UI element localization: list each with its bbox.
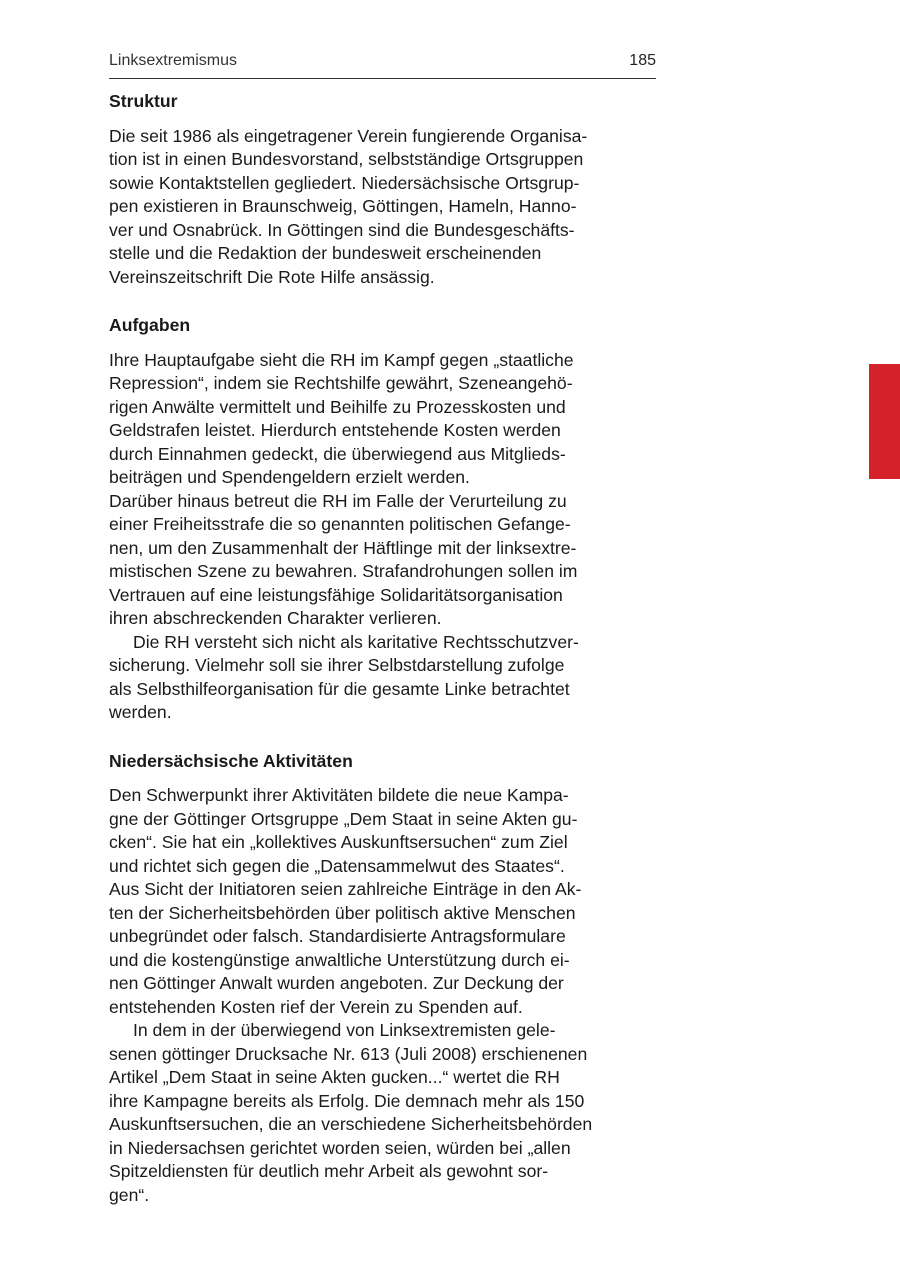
text-line: Darüber hinaus betreut die RH im Falle der Verurteilung zu [109,490,567,511]
text-line: Aus Sicht der Initiatoren seien zahlreiche Einträge in den Ak- [109,879,582,899]
text-line: Artikel „Dem Staat in seine Akten gucken...“ wertet die RH [109,1067,560,1087]
text-line: tion ist in einen Bundesvorstand, selbstständige Ortsgruppen [109,149,584,169]
text-line: und richtet sich gegen die „Datensammelwut des Staates“. [109,855,565,876]
text-line: Die seit 1986 als eingetragener Verein fungierende Organisa- [109,125,588,146]
text-line: sowie Kontaktstellen gegliedert. Niedersächsische Ortsgrup- [109,172,580,193]
text-line: Auskunftsersuchen, die an verschiedene Sicherheitsbehörden [109,1114,593,1134]
paragraph-aufgaben [109,349,659,725]
text-line: In dem in der überwiegend von Linksextremisten gele- [133,1020,556,1040]
text-line: unbegründet oder falsch. Standardisierte Antragsformulare [109,926,566,946]
text-line: ver und Osnabrück. In Göttingen sind die Bundesgeschäfts- [109,219,575,240]
section-heading-struktur: Struktur [109,91,178,111]
text-line: senen göttinger Drucksache Nr. 613 (Juli 2008) erschienenen [109,1043,588,1064]
text-line: in Niedersachsen gerichtet worden seien, würden bei „allen [109,1137,571,1158]
text-line: Geldstrafen leistet. Hierdurch entstehende Kosten werden [109,420,561,440]
text-line: werden. [109,702,172,722]
text-line: entstehenden Kosten rief der Verein zu Spenden auf. [109,996,523,1017]
text-line: pen existieren in Braunschweig, Göttingen, Hameln, Hanno- [109,196,577,216]
text-line: Vereinszeitschrift Die Rote Hilfe ansässig. [109,266,435,287]
text-line: einer Freiheitsstrafe die so genannten politischen Gefange- [109,514,571,534]
section-heading-aktivitaeten: Niedersächsische Aktivitäten [109,750,353,771]
chapter-thumb-tab [869,364,900,479]
running-header [109,52,656,79]
text-line: Repression“, indem sie Rechtshilfe gewährt, Szeneangehö- [109,373,573,393]
text-line: ihre Kampagne bereits als Erfolg. Die demnach mehr als 150 [109,1090,585,1111]
text-line: ten der Sicherheitsbehörden über politisch aktive Menschen [109,902,576,923]
text-line: Vertrauen auf eine leistungsfähige Solidaritätsorganisation [109,584,563,605]
text-line: rigen Anwälte vermittelt und Beihilfe zu Prozesskosten und [109,396,566,417]
text-line: gen“. [109,1184,150,1205]
text-line: und die kostengünstige anwaltliche Unterstützung durch ei- [109,949,570,970]
text-line: nen Göttinger Anwalt wurden angeboten. Zur Deckung der [109,973,564,993]
text-line: ihren abschreckenden Charakter verlieren. [109,608,442,628]
text-line: Ihre Hauptaufgabe sieht die RH im Kampf gegen „staatliche [109,349,574,370]
section-heading-aufgaben: Aufgaben [109,315,191,335]
text-line: mistischen Szene zu bewahren. Strafandrohungen sollen im [109,561,578,581]
running-title: Linksextremismus [109,52,238,69]
text-line: gne der Göttinger Ortsgruppe „Dem Staat in seine Akten gu- [109,808,578,829]
page-number: 185 [629,52,656,69]
text-line: sicherung. Vielmehr soll sie ihrer Selbstdarstellung zufolge [109,655,565,675]
text-line: als Selbsthilfeorganisation für die gesamte Linke betrachtet [109,678,570,699]
text-line: durch Einnahmen gedeckt, die überwiegend aus Mitglieds- [109,443,566,464]
text-line: stelle und die Redaktion der bundesweit erscheinenden [109,243,542,263]
text-line: cken“. Sie hat ein „kollektives Auskunftsersuchen“ zum Ziel [109,832,568,852]
paragraph-struktur [109,125,659,290]
paragraph-aktivitaeten [109,784,659,1207]
text-line: beiträgen und Spendengeldern erzielt werden. [109,467,470,487]
text-line: Den Schwerpunkt ihrer Aktivitäten bildete die neue Kampa- [109,785,569,805]
page-body [109,90,659,1207]
text-line: nen, um den Zusammenhalt der Häftlinge mit der linksextre- [109,537,577,558]
text-line: Die RH versteht sich nicht als karitative Rechtsschutzver- [133,631,579,652]
text-line: Spitzeldiensten für deutlich mehr Arbeit als gewohnt sor- [109,1161,549,1181]
